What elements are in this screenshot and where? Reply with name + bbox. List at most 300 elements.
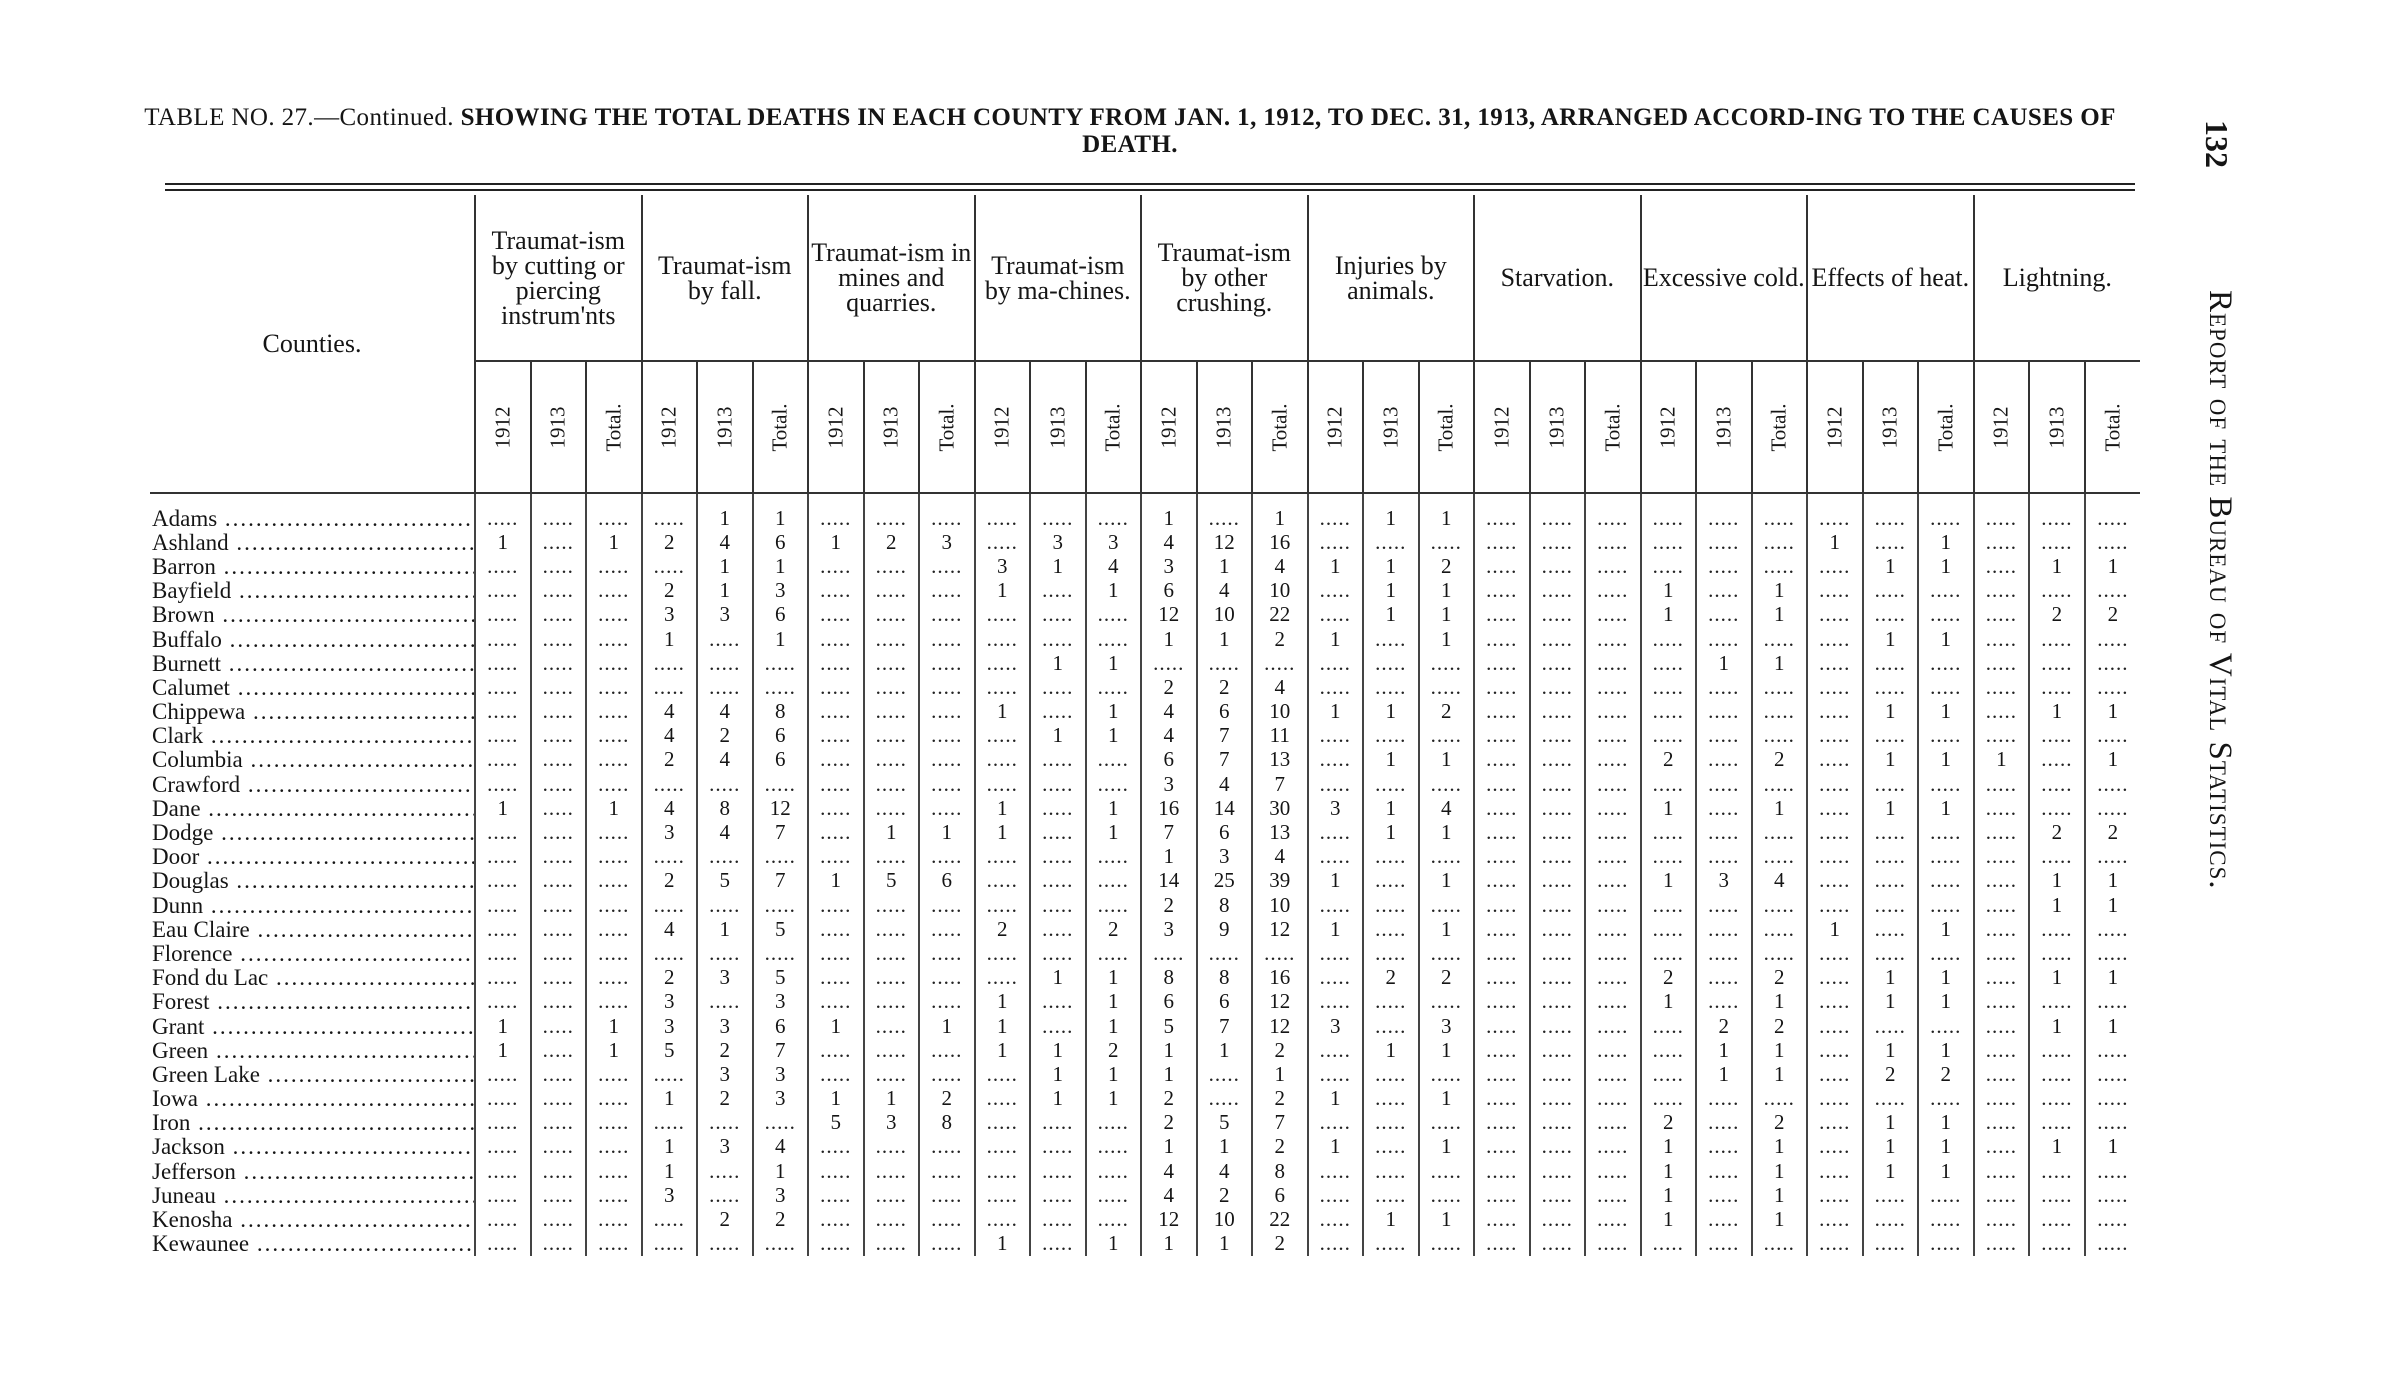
count-cell: 14	[1197, 796, 1253, 820]
count-cell	[475, 1232, 531, 1256]
year-header	[1086, 361, 1142, 493]
count-cell	[531, 1232, 587, 1256]
count-cell: 1	[697, 554, 753, 578]
count-cell: 16	[1252, 530, 1308, 554]
count-cell	[2085, 651, 2141, 675]
count-cell	[1863, 1232, 1919, 1256]
count-cell	[1086, 845, 1142, 869]
county-name: Jefferson .....	[150, 1159, 475, 1183]
count-cell	[864, 772, 920, 796]
count-cell	[2085, 1062, 2141, 1086]
count-cell	[753, 1111, 809, 1135]
count-cell	[1363, 1159, 1419, 1183]
count-cell	[919, 1038, 975, 1062]
count-cell: 4	[1197, 1159, 1253, 1183]
count-cell	[864, 579, 920, 603]
count-cell: 1	[1918, 966, 1974, 990]
table-title	[130, 104, 2130, 158]
count-cell	[1585, 1159, 1641, 1183]
count-cell	[1530, 579, 1586, 603]
count-cell	[1363, 1062, 1419, 1086]
count-cell	[1474, 1087, 1530, 1111]
table-row	[150, 675, 2140, 699]
count-cell	[1308, 724, 1364, 748]
count-cell: 1	[975, 579, 1031, 603]
county-name: Chippewa .....	[150, 700, 475, 724]
count-cell	[1530, 917, 1586, 941]
count-cell	[1918, 820, 1974, 844]
count-cell: 1	[2029, 554, 2085, 578]
count-cell	[1585, 493, 1641, 530]
count-cell: 4	[697, 820, 753, 844]
count-cell	[586, 1111, 642, 1135]
count-cell: 1	[1363, 1207, 1419, 1231]
count-cell: 1	[1308, 627, 1364, 651]
count-cell	[1696, 1232, 1752, 1256]
count-cell: 2	[697, 1038, 753, 1062]
count-cell: 1	[1752, 1062, 1808, 1086]
count-cell	[697, 1232, 753, 1256]
count-cell: 1	[1419, 603, 1475, 627]
count-cell: 1	[1086, 724, 1142, 748]
count-cell	[1530, 724, 1586, 748]
count-cell	[1030, 700, 1086, 724]
count-cell: 2	[1141, 1111, 1197, 1135]
count-cell	[2029, 1087, 2085, 1111]
year-header-label: 1913	[2044, 406, 2069, 448]
count-cell	[975, 1183, 1031, 1207]
count-cell	[753, 941, 809, 965]
count-cell	[864, 796, 920, 820]
count-cell	[475, 724, 531, 748]
year-header	[1363, 361, 1419, 493]
count-cell	[1696, 1111, 1752, 1135]
count-cell: 1	[1918, 917, 1974, 941]
table-row	[150, 554, 2140, 578]
count-cell	[1807, 675, 1863, 699]
count-cell	[1197, 1062, 1253, 1086]
count-cell	[2029, 845, 2085, 869]
county-name: Kenosha .....	[150, 1207, 475, 1231]
count-cell: 1	[1752, 651, 1808, 675]
count-cell: 8	[1252, 1159, 1308, 1183]
count-cell: 3	[1086, 530, 1142, 554]
count-cell	[1086, 1135, 1142, 1159]
count-cell: 1	[1752, 796, 1808, 820]
count-cell	[1641, 1087, 1697, 1111]
count-cell: 1	[1030, 724, 1086, 748]
count-cell	[919, 1062, 975, 1086]
count-cell: 12	[1141, 603, 1197, 627]
count-cell: 2	[1141, 893, 1197, 917]
count-cell: 1	[975, 1014, 1031, 1038]
count-cell: 1	[1918, 1159, 1974, 1183]
county-name: Dane .....	[150, 796, 475, 820]
count-cell	[975, 1062, 1031, 1086]
top-rule	[165, 183, 2135, 185]
table-row	[150, 1159, 2140, 1183]
table-row	[150, 1014, 2140, 1038]
year-header	[1197, 361, 1253, 493]
count-cell: 1	[1863, 966, 1919, 990]
cause-header: Starvation.	[1474, 195, 1641, 361]
count-cell	[1641, 530, 1697, 554]
count-cell	[531, 1014, 587, 1038]
year-header	[1918, 361, 1974, 493]
count-cell: 1	[1086, 796, 1142, 820]
count-cell	[1530, 1014, 1586, 1038]
count-cell	[975, 1159, 1031, 1183]
count-cell	[864, 724, 920, 748]
county-name: Brown .....	[150, 603, 475, 627]
count-cell: 4	[642, 700, 698, 724]
count-cell: 7	[1197, 1014, 1253, 1038]
count-cell	[531, 941, 587, 965]
count-cell: 7	[753, 1038, 809, 1062]
count-cell	[1696, 603, 1752, 627]
count-cell	[1918, 869, 1974, 893]
count-cell: 1	[1641, 1183, 1697, 1207]
county-name: Dunn .....	[150, 893, 475, 917]
count-cell	[1974, 1159, 2030, 1183]
count-cell	[475, 603, 531, 627]
count-cell: 12	[1252, 1014, 1308, 1038]
count-cell: 1	[1863, 796, 1919, 820]
count-cell	[919, 700, 975, 724]
count-cell	[642, 772, 698, 796]
count-cell	[2029, 772, 2085, 796]
count-cell	[586, 1159, 642, 1183]
count-cell: 4	[1752, 869, 1808, 893]
count-cell	[1419, 1062, 1475, 1086]
count-cell: 1	[975, 700, 1031, 724]
count-cell: 6	[753, 724, 809, 748]
count-cell	[1474, 772, 1530, 796]
count-cell: 2	[642, 966, 698, 990]
count-cell	[586, 1087, 642, 1111]
count-cell	[1363, 893, 1419, 917]
count-cell: 2	[1752, 748, 1808, 772]
count-cell	[1641, 941, 1697, 965]
count-cell	[975, 627, 1031, 651]
count-cell	[1918, 603, 1974, 627]
count-cell: 2	[1252, 1038, 1308, 1062]
count-cell	[1419, 941, 1475, 965]
count-cell: 7	[753, 869, 809, 893]
year-header	[1641, 361, 1697, 493]
count-cell	[975, 966, 1031, 990]
count-cell: 3	[753, 1183, 809, 1207]
count-cell	[864, 1232, 920, 1256]
count-cell	[808, 1207, 864, 1231]
count-cell	[1530, 990, 1586, 1014]
count-cell	[1030, 579, 1086, 603]
count-cell	[1585, 1087, 1641, 1111]
count-cell: 12	[1197, 530, 1253, 554]
table-row	[150, 1111, 2140, 1135]
count-cell: 7	[753, 820, 809, 844]
count-cell: 5	[753, 917, 809, 941]
county-name: Clark .....	[150, 724, 475, 748]
count-cell	[586, 493, 642, 530]
count-cell: 4	[1141, 1159, 1197, 1183]
count-cell	[475, 845, 531, 869]
count-cell: 1	[1752, 579, 1808, 603]
count-cell	[919, 1159, 975, 1183]
table-row	[150, 893, 2140, 917]
county-name: Calumet .....	[150, 675, 475, 699]
count-cell	[1030, 1183, 1086, 1207]
year-header-label: Total.	[1933, 402, 1958, 452]
count-cell: 1	[864, 1087, 920, 1111]
count-cell	[586, 627, 642, 651]
count-cell	[1030, 627, 1086, 651]
count-cell: 10	[1252, 700, 1308, 724]
count-cell: 1	[1363, 579, 1419, 603]
count-cell	[1530, 530, 1586, 554]
count-cell	[1863, 869, 1919, 893]
year-header	[586, 361, 642, 493]
count-cell	[1530, 675, 1586, 699]
count-cell: 22	[1252, 1207, 1308, 1231]
count-cell	[1363, 1111, 1419, 1135]
count-cell	[1696, 675, 1752, 699]
year-header-label: 1912	[1322, 406, 1347, 448]
count-cell	[586, 1183, 642, 1207]
count-cell	[1474, 941, 1530, 965]
count-cell	[1696, 530, 1752, 554]
count-cell	[1530, 1232, 1586, 1256]
county-name: Green Lake .....	[150, 1062, 475, 1086]
count-cell	[586, 845, 642, 869]
count-cell: 1	[1419, 1087, 1475, 1111]
count-cell: 3	[1141, 772, 1197, 796]
count-cell: 1	[1308, 869, 1364, 893]
count-cell	[2029, 748, 2085, 772]
count-cell	[1030, 796, 1086, 820]
count-cell	[975, 1111, 1031, 1135]
count-cell	[1363, 845, 1419, 869]
count-cell: 2	[919, 1087, 975, 1111]
count-cell	[1474, 627, 1530, 651]
count-cell	[1585, 530, 1641, 554]
county-name: Grant .....	[150, 1014, 475, 1038]
count-cell	[531, 603, 587, 627]
count-cell: 7	[1141, 820, 1197, 844]
count-cell: 1	[1197, 1038, 1253, 1062]
count-cell	[1530, 869, 1586, 893]
count-cell	[1752, 1087, 1808, 1111]
count-cell: 1	[1086, 990, 1142, 1014]
count-cell	[1363, 1183, 1419, 1207]
count-cell	[1363, 990, 1419, 1014]
count-cell: 1	[1863, 1111, 1919, 1135]
count-cell	[531, 530, 587, 554]
count-cell: 4	[1141, 530, 1197, 554]
count-cell	[1863, 493, 1919, 530]
count-cell: 2	[1696, 1014, 1752, 1038]
count-cell	[1641, 700, 1697, 724]
count-cell	[1419, 1111, 1475, 1135]
count-cell	[1585, 1135, 1641, 1159]
count-cell: 3	[753, 990, 809, 1014]
count-cell	[1030, 1232, 1086, 1256]
count-cell: 6	[1141, 990, 1197, 1014]
count-cell: 6	[919, 869, 975, 893]
count-cell	[1696, 772, 1752, 796]
count-cell	[975, 530, 1031, 554]
count-cell: 9	[1197, 917, 1253, 941]
count-cell	[1918, 1014, 1974, 1038]
county-name: Adams .....	[150, 493, 475, 530]
count-cell	[1419, 772, 1475, 796]
count-cell	[2029, 1062, 2085, 1086]
count-cell	[1752, 724, 1808, 748]
count-cell	[1474, 1232, 1530, 1256]
count-cell	[1086, 493, 1142, 530]
count-cell	[1585, 1111, 1641, 1135]
count-cell: 1	[475, 1038, 531, 1062]
count-cell: 6	[1252, 1183, 1308, 1207]
count-cell: 1	[1363, 1038, 1419, 1062]
table-row	[150, 772, 2140, 796]
count-cell: 5	[1141, 1014, 1197, 1038]
count-cell	[1363, 1087, 1419, 1111]
count-cell	[2085, 1207, 2141, 1231]
count-cell: 3	[642, 1014, 698, 1038]
count-cell	[586, 675, 642, 699]
count-cell	[1030, 603, 1086, 627]
count-cell: 1	[1030, 1062, 1086, 1086]
count-cell	[975, 603, 1031, 627]
table-row	[150, 1038, 2140, 1062]
count-cell	[1918, 941, 1974, 965]
count-cell	[531, 700, 587, 724]
count-cell	[808, 700, 864, 724]
count-cell	[1530, 1159, 1586, 1183]
count-cell	[1974, 493, 2030, 530]
count-cell: 6	[753, 748, 809, 772]
count-cell	[1974, 530, 2030, 554]
count-cell: 4	[642, 724, 698, 748]
count-cell	[975, 651, 1031, 675]
count-cell: 1	[1696, 651, 1752, 675]
count-cell	[531, 675, 587, 699]
count-cell	[1641, 1014, 1697, 1038]
count-cell	[1807, 603, 1863, 627]
count-cell	[1530, 772, 1586, 796]
year-header-label: Total.	[1267, 402, 1292, 452]
count-cell	[2085, 845, 2141, 869]
count-cell	[1807, 1135, 1863, 1159]
count-cell	[1696, 1087, 1752, 1111]
count-cell	[697, 772, 753, 796]
count-cell: 1	[1419, 820, 1475, 844]
count-cell	[1641, 893, 1697, 917]
year-header	[1807, 361, 1863, 493]
count-cell	[1585, 651, 1641, 675]
count-cell: 1	[1863, 627, 1919, 651]
count-cell	[2029, 724, 2085, 748]
count-cell	[1474, 748, 1530, 772]
count-cell: 6	[753, 530, 809, 554]
count-cell: 1	[975, 1038, 1031, 1062]
count-cell	[1807, 869, 1863, 893]
count-cell: 6	[1141, 579, 1197, 603]
count-cell	[808, 675, 864, 699]
count-cell	[808, 1183, 864, 1207]
count-cell	[1474, 1159, 1530, 1183]
count-cell: 5	[697, 869, 753, 893]
county-name: Burnett .....	[150, 651, 475, 675]
count-cell	[1807, 1014, 1863, 1038]
count-cell	[864, 603, 920, 627]
count-cell: 3	[697, 1135, 753, 1159]
count-cell: 1	[642, 1087, 698, 1111]
count-cell	[1030, 893, 1086, 917]
count-cell	[531, 724, 587, 748]
cause-header: Effects of heat.	[1807, 195, 1974, 361]
county-name: Fond du Lac .....	[150, 966, 475, 990]
count-cell	[1530, 554, 1586, 578]
count-cell: 4	[1197, 772, 1253, 796]
count-cell	[475, 893, 531, 917]
count-cell: 3	[753, 1087, 809, 1111]
count-cell: 8	[919, 1111, 975, 1135]
count-cell: 7	[1197, 748, 1253, 772]
count-cell	[531, 627, 587, 651]
count-cell	[1363, 724, 1419, 748]
table-row	[150, 845, 2140, 869]
count-cell: 1	[2029, 1014, 2085, 1038]
count-cell	[975, 1207, 1031, 1231]
count-cell	[1696, 627, 1752, 651]
page-number: 132	[2199, 120, 2235, 168]
count-cell: 6	[1197, 820, 1253, 844]
count-cell: 1	[975, 820, 1031, 844]
count-cell	[1974, 1087, 2030, 1111]
count-cell	[1974, 869, 2030, 893]
count-cell	[2085, 941, 2141, 965]
count-cell	[475, 493, 531, 530]
count-cell: 1	[1363, 603, 1419, 627]
count-cell	[1807, 772, 1863, 796]
count-cell	[808, 966, 864, 990]
count-cell: 30	[1252, 796, 1308, 820]
count-cell	[1974, 1014, 2030, 1038]
count-cell	[1086, 772, 1142, 796]
count-cell	[475, 1087, 531, 1111]
count-cell	[864, 1062, 920, 1086]
count-cell: 2	[1641, 748, 1697, 772]
count-cell	[864, 1135, 920, 1159]
count-cell	[1585, 917, 1641, 941]
count-cell	[1530, 796, 1586, 820]
count-cell: 10	[1252, 893, 1308, 917]
count-cell	[1474, 579, 1530, 603]
count-cell	[975, 724, 1031, 748]
year-header-label: 1912	[1822, 406, 1847, 448]
count-cell: 1	[1030, 1038, 1086, 1062]
count-cell	[808, 990, 864, 1014]
year-header	[1752, 361, 1808, 493]
count-cell	[1086, 941, 1142, 965]
count-cell	[2029, 1111, 2085, 1135]
count-cell: 2	[642, 579, 698, 603]
count-cell: 10	[1197, 1207, 1253, 1231]
table-row	[150, 493, 2140, 530]
count-cell	[1641, 627, 1697, 651]
